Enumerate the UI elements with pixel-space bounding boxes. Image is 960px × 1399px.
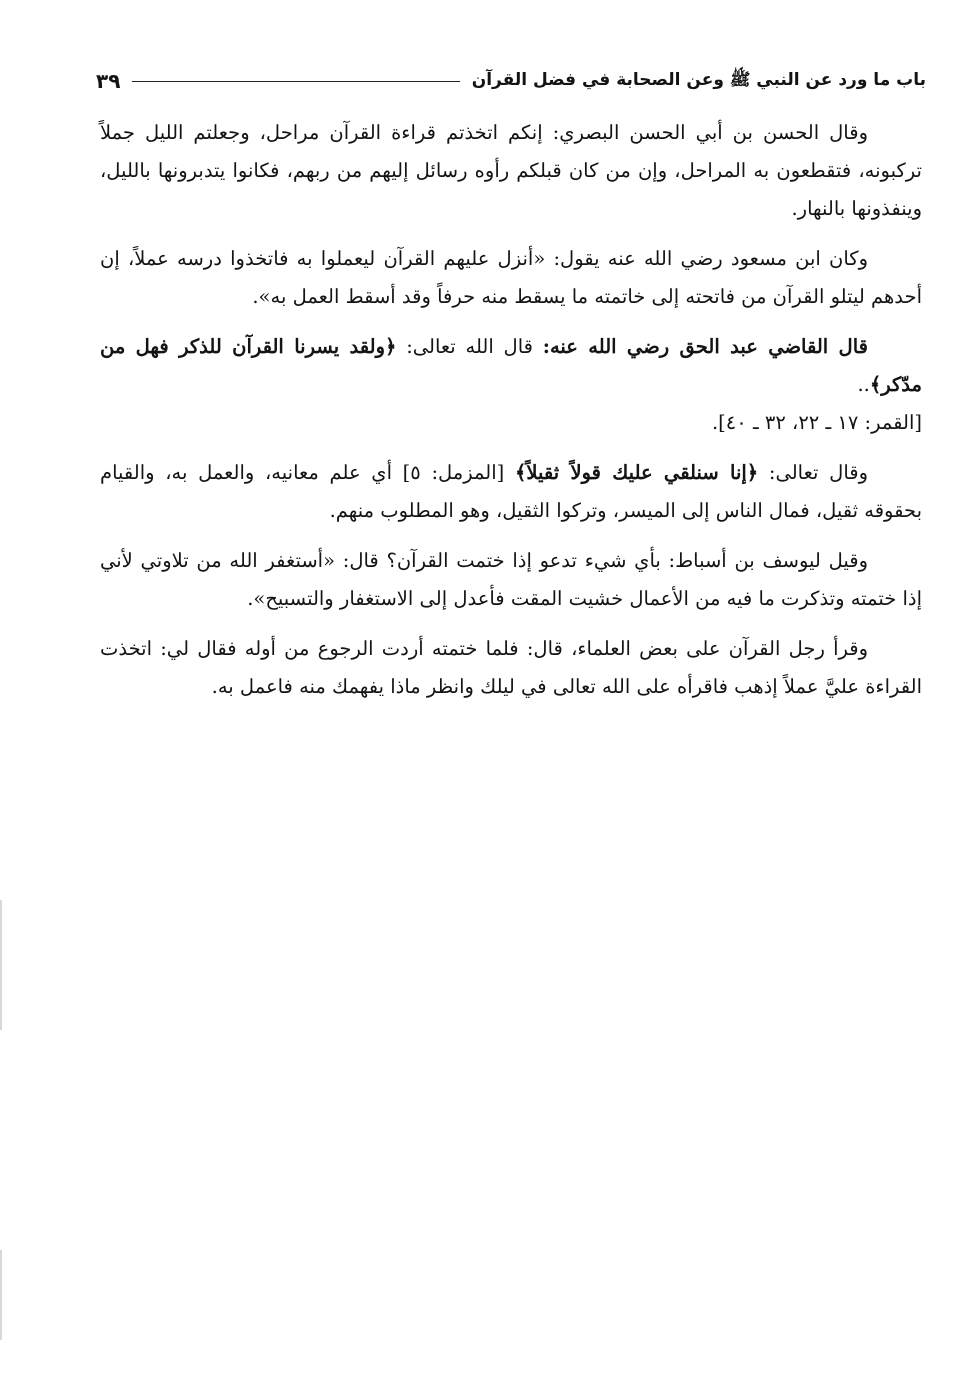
quote-intro: قال الله تعالى: [396,335,543,358]
paragraph-qadi-abd-al-haqq [100,328,922,442]
quran-verse: ﴿إنا سنلقي عليك قولاً ثقيلاً﴾ [514,461,759,484]
body-text [100,114,922,718]
paragraph-yusuf-ibn-asbat: وقيل ليوسف بن أسباط: بأي شيء تدعو إذا ختمت القرآن؟ قال: «أستغفر الله من تلاوتي لأني إذا ختمته وتذكرت ما فيه من الأعمال خشيت المقت فأعدل إلى الاستغفار والتسبيح». [100,549,922,610]
speaker-name: قال القاضي عبد الحق رضي الله عنه: [542,335,868,358]
running-header [96,66,926,96]
verse-commentary: [المزمل: ٥] أي علم معانيه، والعمل به، والقيام بحقوقه ثقيل، فمال الناس إلى الميسر، وتركوا الثقيل، وهو المطلوب منهم. [100,461,922,522]
chapter-title: باب ما ورد عن النبي ﷺ وعن الصحابة في فضل القرآن [471,69,926,90]
quran-verse: ﴿ولقد يسرنا القرآن للذكر فهل من مدّكر﴾ [100,335,922,396]
verse-reference: [القمر: ١٧ ـ ٢٢، ٣٢ ـ ٤٠]. [711,411,922,434]
header-rule [132,81,459,82]
paragraph-ibn-masud: وكان ابن مسعود رضي الله عنه يقول: «أنزل عليهم القرآن ليعملوا به فاتخذوا درسه عملاً، إن أحدهم ليتلو القرآن من فاتحته إلى خاتمته ما يسقط منه حرفاً وقد أسقط العمل به». [100,247,922,308]
paragraph-man-reciting: وقرأ رجل القرآن على بعض العلماء، قال: فلما ختمته أردت الرجوع من أوله فقال لي: اتخذت القراءة عليَّ عملاً إذهب فاقرأه على الله تعالى في ليلك وانظر ماذا يفهمك منه فاعمل به. [100,637,922,698]
paragraph-hasan-basri: وقال الحسن بن أبي الحسن البصري: إنكم اتخذتم قراءة القرآن مراحل، وجعلتم الليل جملاً تركبونه، فتقطعون به المراحل، وإن من كان قبلكم رأوه رسائل إليهم من ربهم، فكانوا يتدبرونها بالليل، وينفذونها بالنهار. [100,121,922,220]
quote-intro: وقال تعالى: [758,461,868,484]
page-number: ٣٩ [96,69,121,93]
scan-edge-mark [0,1250,2,1340]
verse-ellipsis: .. [857,373,870,396]
scan-edge-mark [0,900,2,1030]
paragraph-qawlan-thaqila [100,454,922,530]
